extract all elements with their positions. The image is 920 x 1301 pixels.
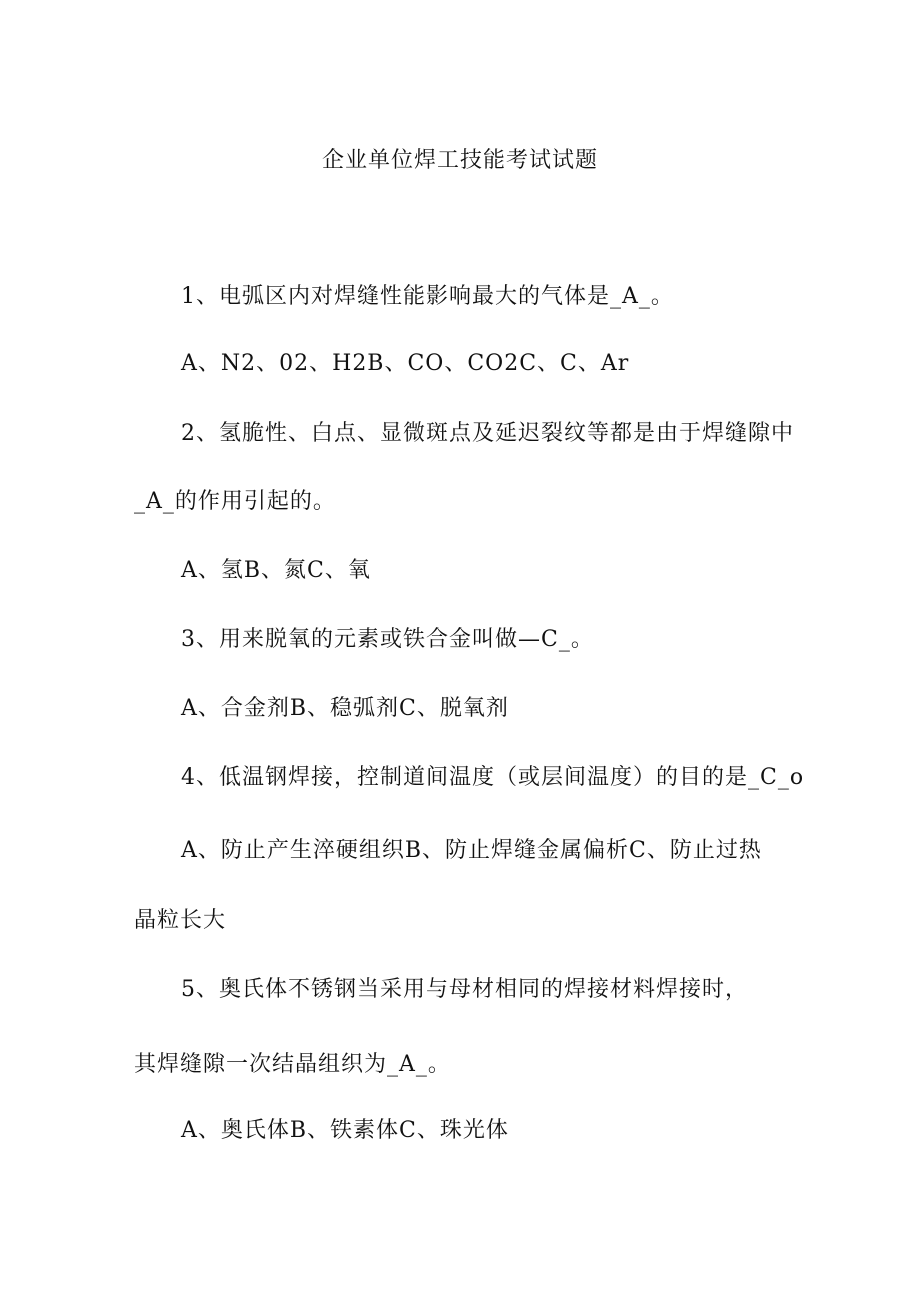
- question-2: 2、氢脆性、白点、显微斑点及延迟裂纹等都是由于焊缝隙中: [181, 421, 794, 446]
- question-2-continued: _A_的作用引起的。: [134, 489, 336, 514]
- question-5: 5、奥氏体不锈钢当采用与母材相同的焊接材料焊接时，: [181, 977, 748, 1002]
- question-3: 3、用来脱氧的元素或铁合金叫做—C_。: [181, 627, 594, 652]
- document-title: 企业单位焊工技能考试试题: [321, 148, 598, 173]
- question-2-options: A、氢B、氮C、氧: [181, 558, 371, 583]
- question-4-options: A、防止产生淬硬组织B、防止焊缝金属偏析C、防止过热: [181, 838, 762, 863]
- question-5-continued: 其焊缝隙一次结晶组织为_A_。: [134, 1052, 451, 1077]
- question-5-options: A、奥氏体B、铁素体C、珠光体: [181, 1118, 509, 1143]
- question-4-options-continued: 晶粒长大: [134, 908, 227, 933]
- question-1-options: A、N2、02、H2B、CO、CO2C、C、Ar: [181, 351, 630, 376]
- question-3-options: A、合金剂B、稳弧剂C、脱氧剂: [181, 696, 509, 721]
- question-4: 4、低温钢焊接，控制道间温度（或层间温度）的目的是_C_o: [181, 765, 805, 790]
- question-1: 1、电弧区内对焊缝性能影响最大的气体是_A_。: [181, 284, 674, 309]
